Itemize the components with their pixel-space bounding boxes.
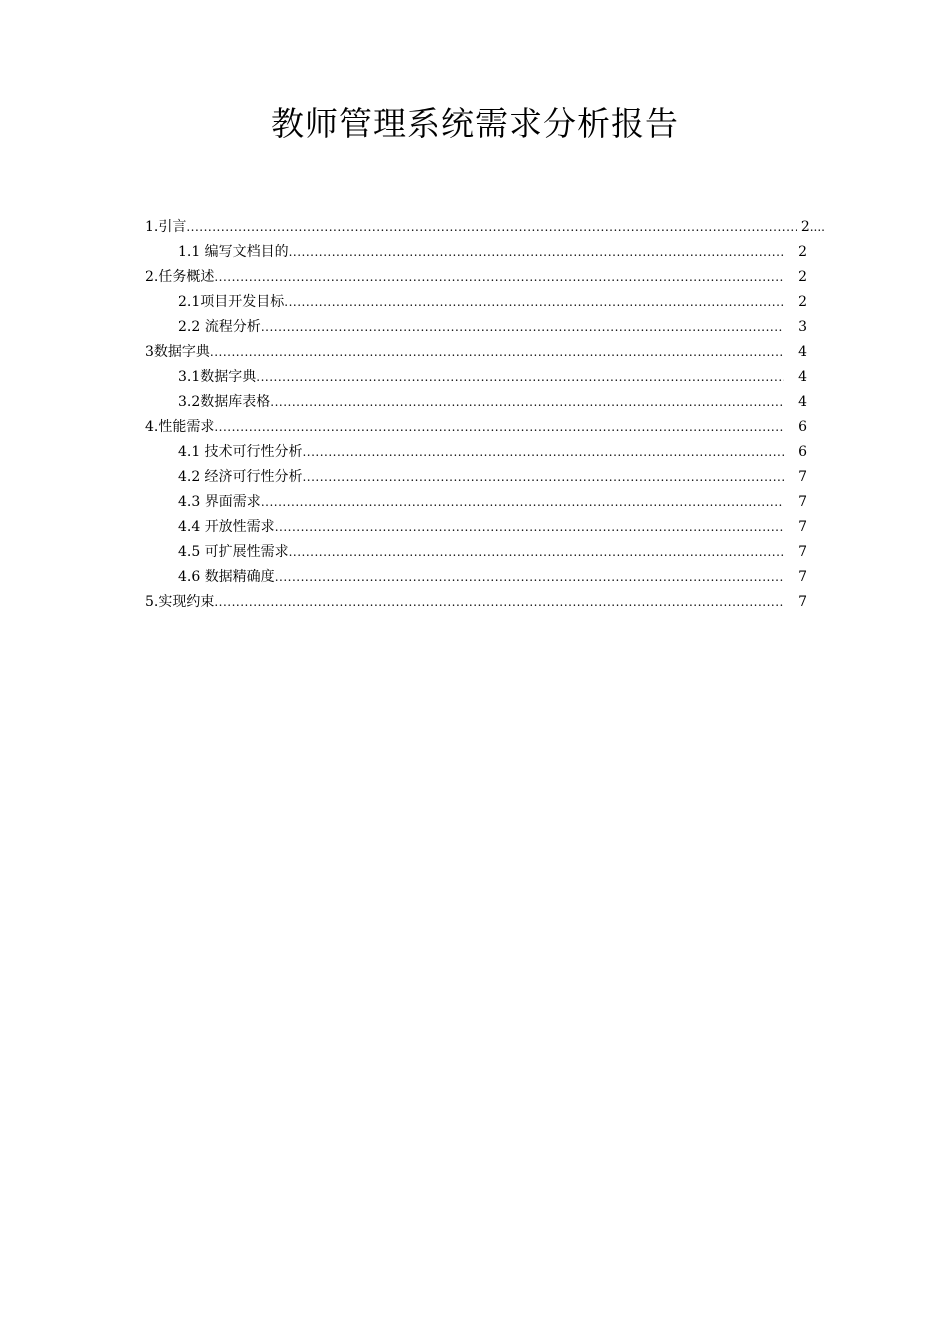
- toc-page-number: 7: [798, 569, 807, 585]
- toc-entry-3-1[interactable]: [178, 367, 807, 387]
- toc-leader: [261, 317, 784, 337]
- toc-leader: [256, 367, 784, 387]
- toc-title: 编写文档目的: [204, 244, 289, 260]
- toc-leader: [302, 442, 784, 462]
- toc-leader: [210, 342, 784, 362]
- toc-title: 开放性需求: [204, 519, 275, 535]
- toc-entry-1-1[interactable]: [178, 242, 807, 262]
- toc-leader: [214, 592, 784, 612]
- toc-title: 项目开发目标: [200, 294, 285, 310]
- toc-number: 1.1: [178, 244, 201, 260]
- toc-leader: [214, 267, 784, 287]
- toc-number: 3: [145, 344, 154, 360]
- toc-number: 4.2: [178, 469, 201, 485]
- toc-number: 4.1: [178, 444, 201, 460]
- toc-leader: [261, 492, 784, 512]
- toc-title: 流程分析: [204, 319, 261, 335]
- toc-page-number: 6: [798, 419, 807, 435]
- toc-entry-2[interactable]: [145, 267, 807, 287]
- document-title: 教师管理系统需求分析报告: [271, 104, 679, 143]
- toc-entry-4-4[interactable]: [178, 517, 807, 537]
- toc-page-number: 7: [798, 544, 807, 560]
- toc-page-number: 4: [798, 369, 807, 385]
- toc-title: 实现约束: [158, 594, 215, 610]
- toc-page-number: 2: [800, 219, 810, 235]
- toc-entry-2-1[interactable]: [178, 292, 807, 312]
- toc-entry-4-1[interactable]: [178, 442, 807, 462]
- toc-number: 3.1: [178, 369, 201, 385]
- toc-trailing-dots: ....: [809, 220, 825, 234]
- toc-title: 经济可行性分析: [204, 469, 303, 485]
- toc-number: 4.4: [178, 519, 201, 535]
- toc-number: 2.1: [178, 294, 201, 310]
- toc-title: 数据字典: [153, 344, 210, 360]
- toc-entry-4-2[interactable]: [178, 467, 807, 487]
- toc-page-number: 3: [798, 319, 807, 335]
- toc-number: 1.: [145, 219, 159, 235]
- toc-title: 引言: [158, 219, 187, 235]
- toc-entry-2-2[interactable]: [178, 317, 807, 337]
- toc-page-number: 7: [798, 519, 807, 535]
- toc-page-number: 6: [798, 444, 807, 460]
- toc-number: 4.: [145, 419, 159, 435]
- toc-title: 界面需求: [204, 494, 261, 510]
- toc-entry-3-2[interactable]: [178, 392, 807, 412]
- toc-page-number: 7: [798, 594, 807, 610]
- toc-leader: [275, 517, 784, 537]
- toc-leader: [289, 242, 785, 262]
- toc-number: 3.2: [178, 394, 201, 410]
- toc-title: 任务概述: [158, 269, 215, 285]
- toc-page-number: 4: [798, 394, 807, 410]
- toc-entry-4-5[interactable]: [178, 542, 807, 562]
- toc-leader: [270, 392, 784, 412]
- toc-number: 2.2: [178, 319, 201, 335]
- toc-number: 4.6: [178, 569, 201, 585]
- toc-entry-5[interactable]: [145, 592, 807, 612]
- toc-title: 数据字典: [200, 369, 257, 385]
- toc-title: 可扩展性需求: [204, 544, 289, 560]
- toc-page-number: 2: [798, 269, 807, 285]
- toc-number: 5.: [145, 594, 159, 610]
- toc-number: 4.5: [178, 544, 201, 560]
- toc-title: 数据精确度: [204, 569, 275, 585]
- toc-leader: [186, 217, 796, 237]
- toc-leader: [302, 467, 784, 487]
- toc-page-number: 7: [798, 494, 807, 510]
- toc-leader: [214, 417, 784, 437]
- toc-leader: [289, 542, 785, 562]
- toc-entry-4[interactable]: [145, 417, 807, 437]
- toc-leader: [275, 567, 784, 587]
- toc-entry-3[interactable]: [145, 342, 807, 362]
- toc-entry-4-3[interactable]: [178, 492, 807, 512]
- toc-leader: [284, 292, 784, 312]
- toc-page-number: 2: [798, 244, 807, 260]
- toc-entry-1[interactable]: [145, 217, 825, 237]
- toc-entry-4-6[interactable]: [178, 567, 807, 587]
- toc-page-number: 2: [798, 294, 807, 310]
- toc-number: 2.: [145, 269, 159, 285]
- toc-page-number: 7: [798, 469, 807, 485]
- toc-title: 技术可行性分析: [204, 444, 303, 460]
- toc-number: 4.3: [178, 494, 201, 510]
- toc-title: 性能需求: [158, 419, 215, 435]
- toc-page-number: 4: [798, 344, 807, 360]
- toc-title: 数据库表格: [200, 394, 271, 410]
